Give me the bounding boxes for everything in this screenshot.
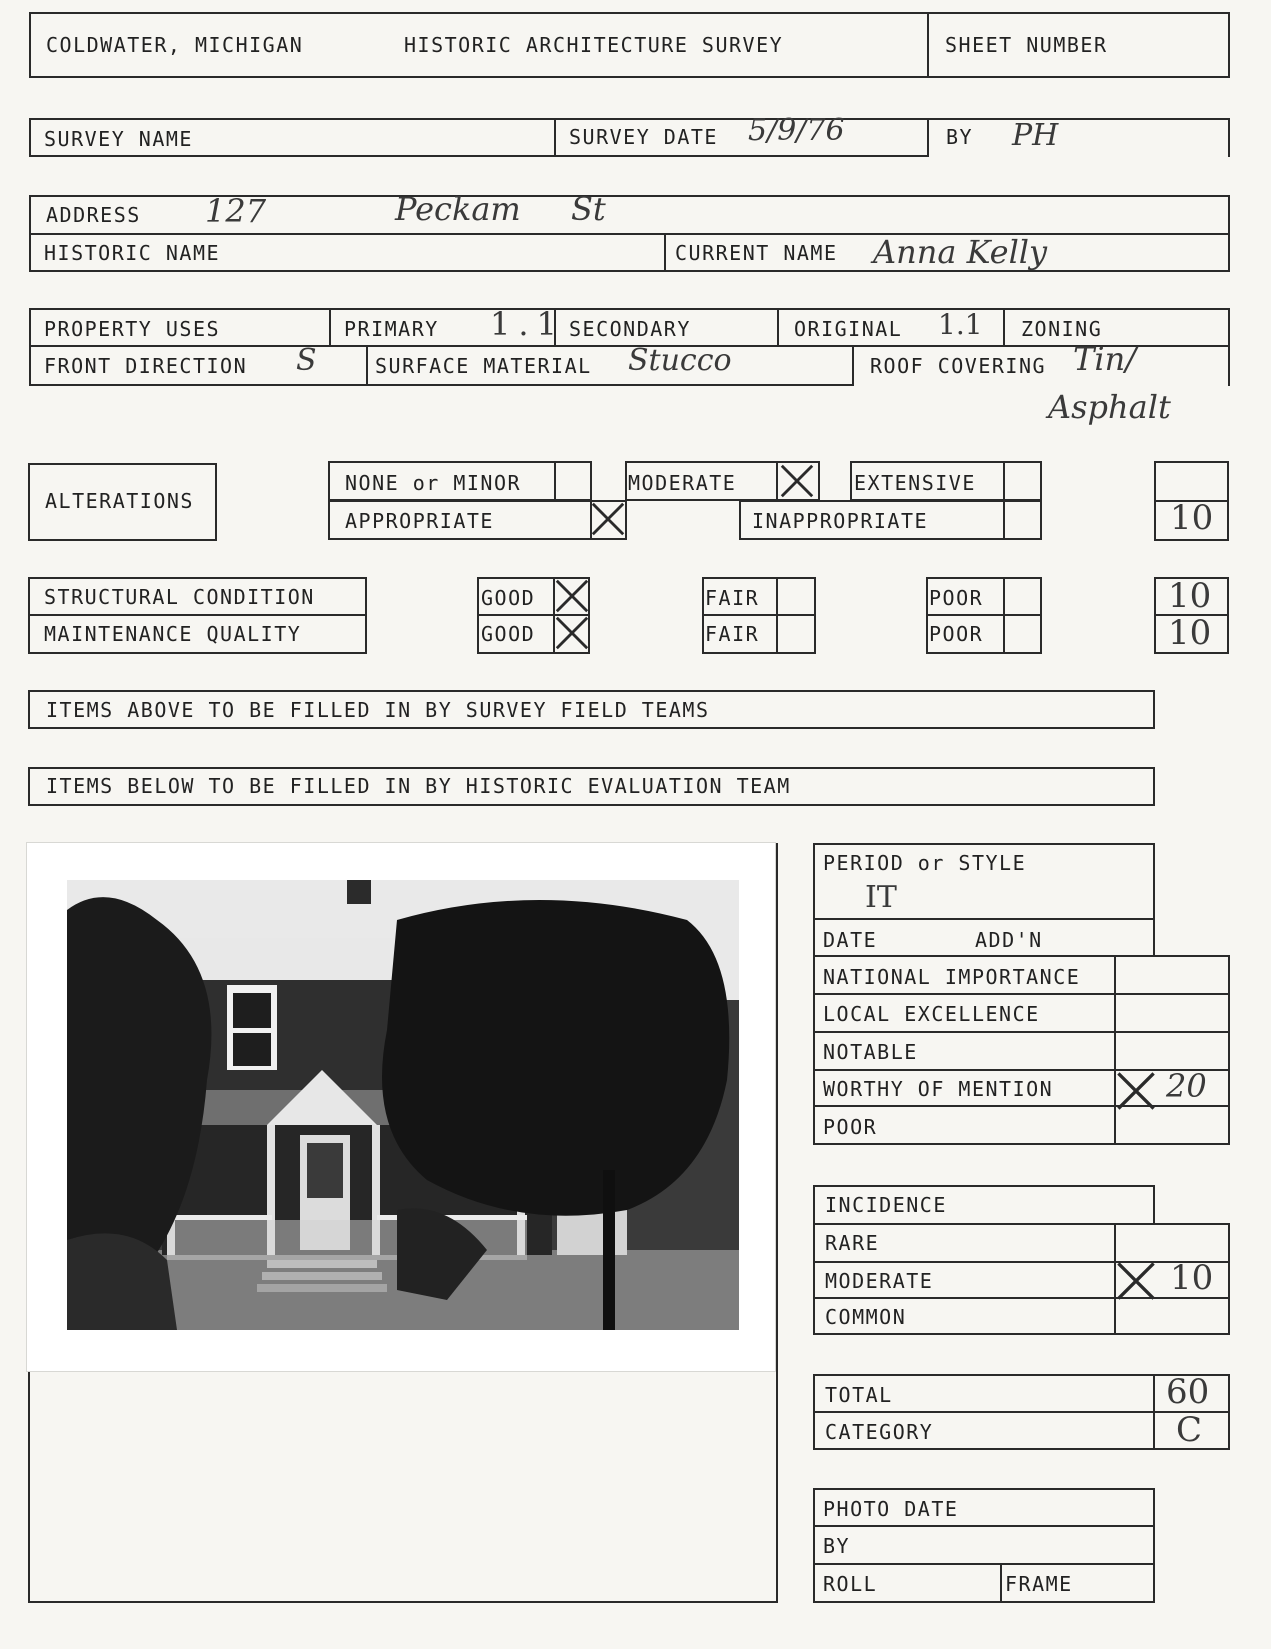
alterations-score: 10: [1170, 498, 1214, 538]
historic-name-label: HISTORIC NAME: [44, 241, 221, 265]
importance-score: 20: [1166, 1067, 1207, 1105]
note-below-text: ITEMS BELOW TO BE FILLED IN BY HISTORIC EVALUATION TEAM: [46, 774, 791, 798]
property-right-edge: [1228, 308, 1230, 386]
form-title: HISTORIC ARCHITECTURE SURVEY: [404, 33, 784, 57]
good-structural-x-mark: [553, 577, 591, 615]
good-maintenance-x-mark: [553, 614, 591, 652]
fair-structural-label: FAIR: [705, 586, 760, 610]
address-number: 127: [205, 192, 267, 230]
totals-score-div: [1153, 1374, 1155, 1450]
eval-right-edge: [1153, 843, 1155, 955]
poor-check-div: [1003, 577, 1005, 654]
incidence-label: INCIDENCE: [825, 1193, 947, 1217]
rare-label: RARE: [825, 1231, 880, 1255]
city-label: COLDWATER, MICHIGAN: [46, 33, 304, 57]
current-name-label: CURRENT NAME: [675, 241, 838, 265]
extensive-label: EXTENSIVE: [854, 471, 976, 495]
frame-label: FRAME: [1005, 1572, 1073, 1596]
survey-divider-1: [554, 118, 556, 157]
incidence-moderate-label: MODERATE: [825, 1269, 934, 1293]
note-above-right: [1153, 690, 1155, 727]
period-style-value: IT: [865, 880, 897, 915]
moderate-label: MODERATE: [628, 471, 737, 495]
eval-line-date: [813, 918, 1155, 920]
local-excellence-label: LOCAL EXCELLENCE: [823, 1002, 1040, 1026]
none-minor-label: NONE or MINOR: [345, 471, 522, 495]
poor-div: [926, 614, 1042, 616]
incidence-score-right: [1228, 1223, 1230, 1335]
property-div-1: [329, 308, 331, 347]
front-direction-label: FRONT DIRECTION: [44, 354, 248, 378]
property-bottom: [29, 384, 853, 386]
survey-row-bottom: [29, 155, 929, 157]
category-value: C: [1176, 1410, 1203, 1450]
total-label: TOTAL: [825, 1383, 893, 1407]
national-importance-label: NATIONAL IMPORTANCE: [823, 965, 1081, 989]
roll-label: ROLL: [823, 1572, 878, 1596]
poor-maintenance-label: POOR: [929, 622, 984, 646]
survey-name-label: SURVEY NAME: [44, 127, 193, 151]
zoning-label: ZONING: [1021, 317, 1103, 341]
moderate-x-mark: [778, 462, 816, 500]
incidence-moderate-x-mark: [1114, 1259, 1158, 1303]
extensive-check-div: [1003, 461, 1005, 501]
fair-maintenance-label: FAIR: [705, 622, 760, 646]
original-value: 1.1: [938, 308, 983, 341]
appropriate-label: APPROPRIATE: [345, 509, 494, 533]
roll-frame-div: [1000, 1563, 1002, 1603]
inappropriate-label: INAPPROPRIATE: [752, 509, 929, 533]
incidence-line-moderate: [813, 1261, 1230, 1263]
none-minor-check-div: [554, 461, 556, 501]
roof-covering-value-1: Tin/: [1073, 340, 1136, 378]
eval-line-national: [813, 955, 1230, 957]
photo-by-label: BY: [823, 1534, 851, 1558]
surface-material-value: Stucco: [628, 343, 732, 378]
address-bottom: [29, 270, 1230, 272]
worthy-x-mark: [1114, 1069, 1158, 1113]
survey-date-label: SURVEY DATE: [569, 125, 718, 149]
notable-label: NOTABLE: [823, 1040, 918, 1064]
common-label: COMMON: [825, 1305, 907, 1329]
historic-current-divider: [664, 233, 666, 272]
photo-date-label: PHOTO DATE: [823, 1497, 959, 1521]
primary-label: PRIMARY: [344, 317, 439, 341]
eval-line-notable: [813, 1031, 1230, 1033]
alterations-label: ALTERATIONS: [45, 489, 194, 513]
property-div-4: [1003, 308, 1005, 347]
survey-divider-2: [927, 118, 929, 157]
eval-poor-label: POOR: [823, 1115, 878, 1139]
photo-info-line-2: [813, 1563, 1155, 1565]
incidence-left-edge: [813, 1185, 815, 1335]
survey-right-edge: [1228, 118, 1230, 157]
eval-line-poor: [813, 1105, 1230, 1107]
surface-material-label: SURFACE MATERIAL: [375, 354, 592, 378]
original-label: ORIGINAL: [794, 317, 903, 341]
good-maintenance-label: GOOD: [481, 622, 536, 646]
address-right-edge: [1228, 195, 1230, 272]
maintenance-label: MAINTENANCE QUALITY: [44, 622, 302, 646]
survey-date-value: 5/9/76: [748, 113, 845, 148]
fair-check-div: [776, 577, 778, 654]
period-style-label: PERIOD or STYLE: [823, 851, 1027, 875]
sheet-number-label: SHEET NUMBER: [945, 33, 1108, 57]
current-name-value: Anna Kelly: [873, 233, 1048, 271]
property-left-edge: [29, 308, 31, 386]
property-uses-label: PROPERTY USES: [44, 317, 221, 341]
front-direction-value: S: [296, 343, 317, 378]
total-value: 60: [1166, 1372, 1210, 1412]
poor-structural-label: POOR: [929, 586, 984, 610]
survey-left-edge: [29, 118, 31, 157]
eval-score-right: [1228, 955, 1230, 1145]
eval-top: [813, 843, 1155, 845]
roof-covering-label: ROOF COVERING: [870, 354, 1047, 378]
property-div-5: [366, 345, 368, 386]
secondary-label: SECONDARY: [569, 317, 691, 341]
address-street: Peckam St: [395, 190, 606, 228]
address-left-edge: [29, 195, 31, 272]
roof-covering-value-2: Asphalt: [1048, 388, 1171, 426]
structural-score: 10: [1168, 576, 1212, 616]
note-above-text: ITEMS ABOVE TO BE FILLED IN BY SURVEY FIELD TEAMS: [46, 698, 710, 722]
maintenance-score: 10: [1168, 613, 1212, 653]
property-div-3: [777, 308, 779, 347]
property-top: [29, 308, 1230, 310]
good-structural-label: GOOD: [481, 586, 536, 610]
structural-label: STRUCTURAL CONDITION: [44, 585, 315, 609]
by-label: BY: [946, 125, 974, 149]
eval-check-div: [1114, 955, 1116, 1145]
incidence-line-common: [813, 1297, 1230, 1299]
eval-line-local: [813, 993, 1230, 995]
addn-label: ADD'N: [975, 928, 1043, 952]
condition-div: [28, 614, 367, 616]
date-label: DATE: [823, 928, 878, 952]
appropriate-x-mark: [589, 500, 627, 538]
fair-div: [702, 614, 816, 616]
incidence-bottom: [813, 1333, 1230, 1335]
category-label: CATEGORY: [825, 1420, 934, 1444]
incidence-top: [813, 1185, 1155, 1187]
worthy-of-mention-label: WORTHY OF MENTION: [823, 1077, 1054, 1101]
incidence-line-rare: [813, 1223, 1230, 1225]
inappropriate-check-div: [1003, 500, 1005, 540]
incidence-right-edge: [1153, 1185, 1155, 1223]
address-mid: [29, 233, 1230, 235]
house-photo: [67, 880, 739, 1330]
incidence-score: 10: [1170, 1258, 1214, 1298]
photo-info-line-1: [813, 1525, 1155, 1527]
eval-bottom: [813, 1143, 1230, 1145]
header-divider: [927, 12, 929, 78]
by-value: PH: [1012, 118, 1059, 153]
address-label: ADDRESS: [46, 203, 141, 227]
primary-value: 1.1: [490, 305, 565, 343]
property-div-6: [852, 345, 854, 386]
